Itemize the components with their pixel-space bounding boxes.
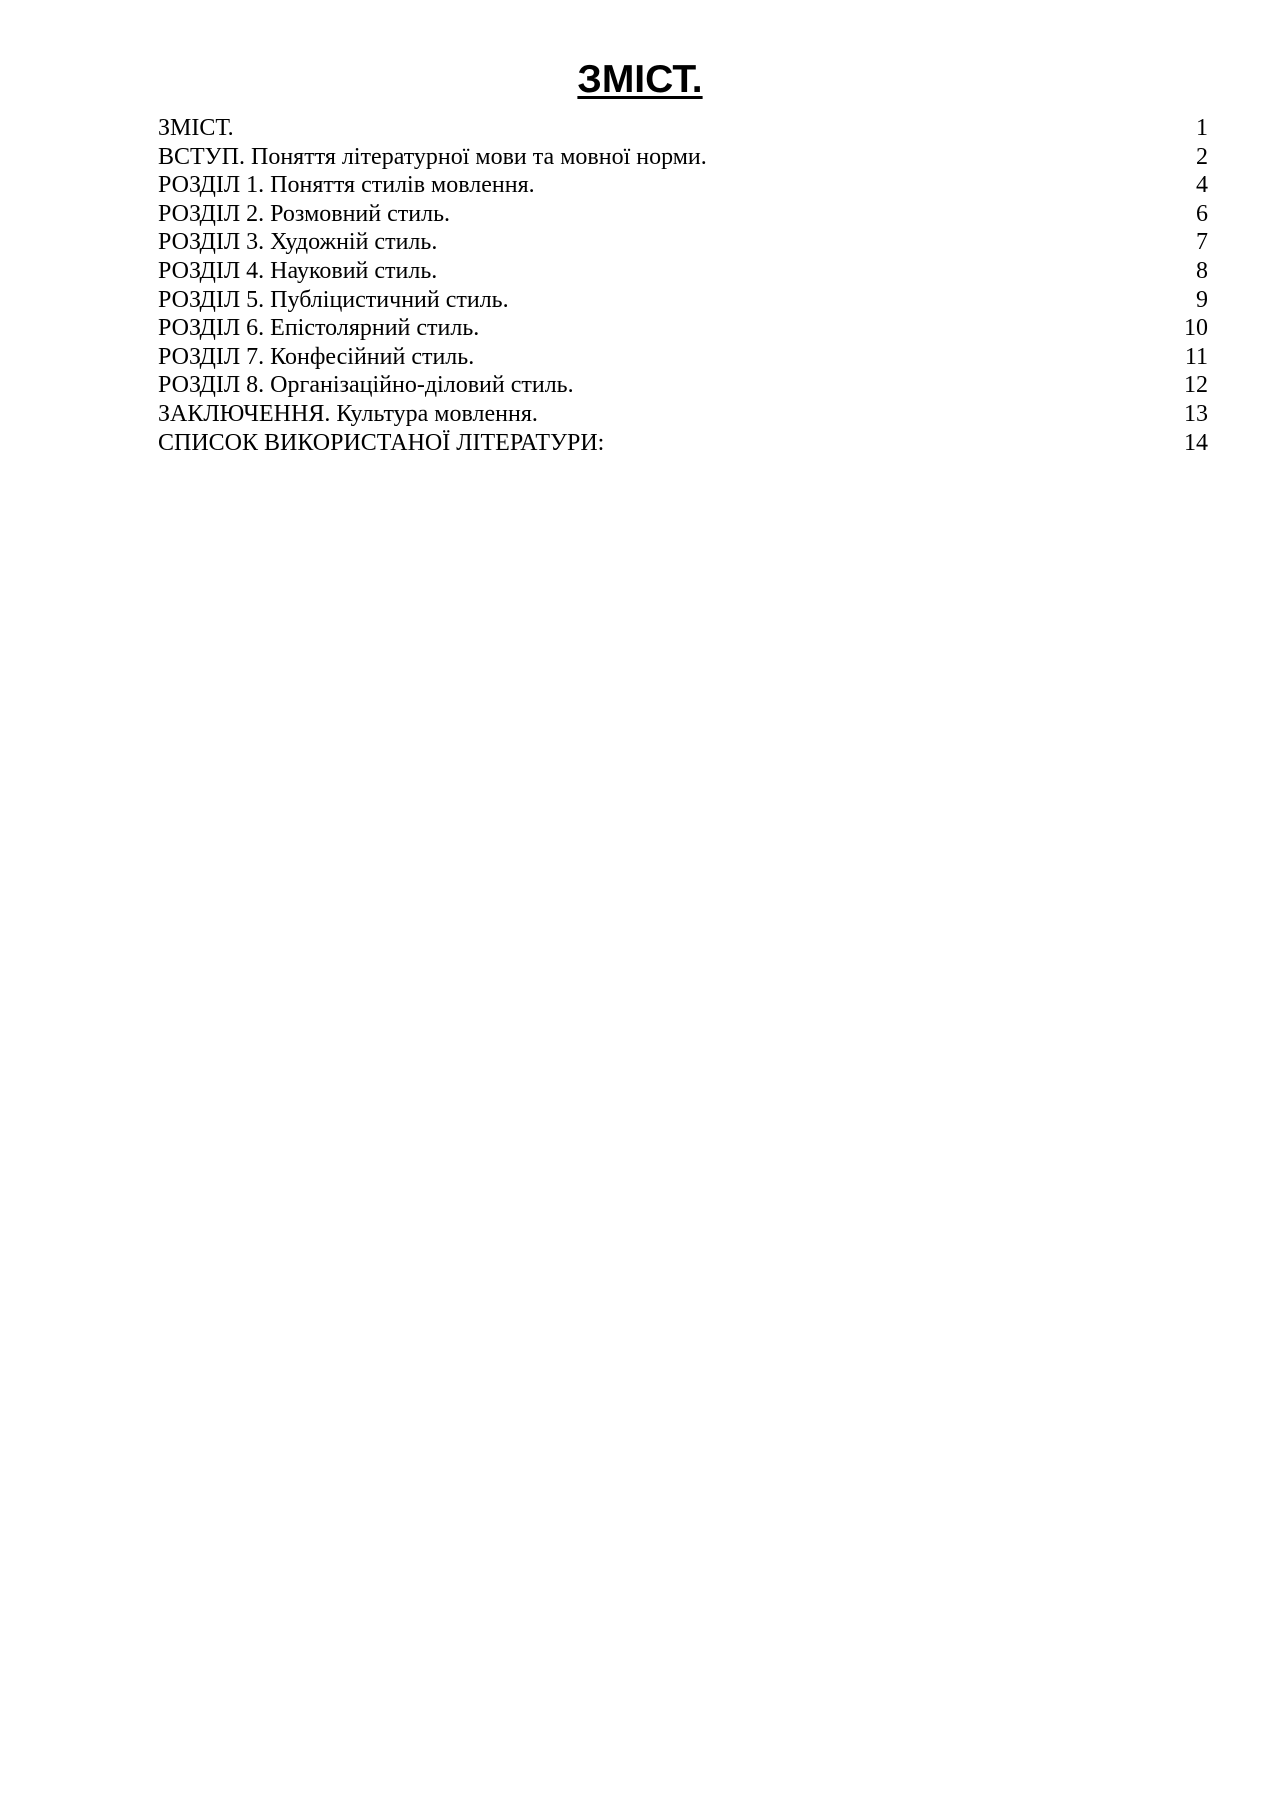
toc-entry[interactable] [158, 171, 1208, 200]
toc-entry[interactable] [158, 114, 1208, 143]
toc-heading-text: ЗМІСТ. [577, 58, 703, 101]
toc-entry-page: 1 [1196, 115, 1208, 141]
toc-entry-page: 9 [1196, 286, 1208, 313]
toc-entry-label: ЗМІСТ. [158, 115, 234, 141]
toc-entry-page: 12 [1184, 372, 1208, 399]
toc-entry[interactable] [158, 400, 1208, 429]
toc-heading [0, 56, 1280, 104]
toc-entry-label: ВСТУП. Поняття літературної мови та мовної норми. [158, 143, 707, 170]
toc-entry[interactable] [158, 286, 1208, 315]
toc-entry-label: РОЗДІЛ 4. Науковий стиль. [158, 257, 438, 284]
toc-entry-page: 2 [1196, 143, 1208, 170]
toc-entry-page: 14 [1184, 429, 1208, 456]
toc-entry[interactable] [158, 257, 1208, 286]
toc-entry-label: РОЗДІЛ 7. Конфесійний стиль. [158, 343, 475, 370]
toc-entry-page: 13 [1184, 400, 1208, 427]
toc-entry[interactable] [158, 228, 1208, 257]
toc-entry[interactable] [158, 314, 1208, 343]
toc-entry[interactable] [158, 371, 1208, 400]
toc-entry-page: 11 [1184, 343, 1208, 370]
toc-entry[interactable] [158, 143, 1208, 172]
toc-list [158, 114, 1208, 457]
toc-entry-page: 8 [1196, 257, 1208, 284]
toc-entry-page: 7 [1196, 229, 1208, 256]
toc-entry-label: РОЗДІЛ 2. Розмовний стиль. [158, 200, 451, 227]
toc-entry-page: 4 [1196, 172, 1208, 199]
toc-entry-label: РОЗДІЛ 1. Поняття стилів мовлення. [158, 172, 535, 199]
toc-entry-label: РОЗДІЛ 6. Епістолярний стиль. [158, 315, 480, 342]
toc-entry-page: 6 [1196, 200, 1208, 227]
toc-entry-label: РОЗДІЛ 8. Організаційно-діловий стиль. [158, 372, 574, 399]
toc-entry-label: РОЗДІЛ 3. Художній стиль. [158, 229, 438, 256]
toc-entry[interactable] [158, 343, 1208, 372]
toc-entry-label: СПИСОК ВИКОРИСТАНОЇ ЛІТЕРАТУРИ: [158, 429, 605, 456]
toc-entry-label: РОЗДІЛ 5. Публіцистичний стиль. [158, 286, 509, 313]
toc-entry-label: ЗАКЛЮЧЕННЯ. Культура мовлення. [158, 400, 538, 427]
toc-entry[interactable] [158, 429, 1208, 458]
toc-entry[interactable] [158, 200, 1208, 229]
toc-entry-page: 10 [1184, 315, 1208, 342]
